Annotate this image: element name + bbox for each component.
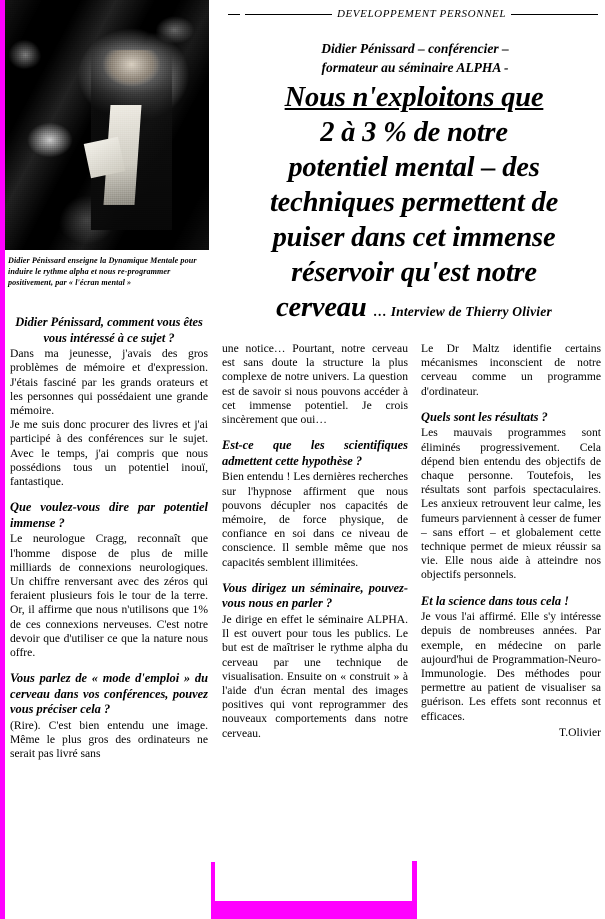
answer-1-paragraph-2: Je me suis donc procurer des livres et j'ai participé à des conférences sur le sujet. Avec le temps, j'ai compris que nous possédions tous un potentiel inouï, fantastique.: [10, 418, 208, 489]
headline-line-3: potentiel mental – des: [288, 152, 540, 183]
article-column-2: [222, 315, 408, 741]
column3-top-spacer: [421, 315, 601, 342]
headline-line-6: réservoir qu'est notre: [291, 257, 537, 288]
answer-3-continued: une notice… Pourtant, notre cerveau est sans doute la structure la plus complexe de notre univers. La question est de savoir si nous pouvons accéder à cet immense potentiel. Je crois sincèrement que oui…: [222, 342, 408, 427]
article-column-3: [421, 315, 601, 740]
answer-5-continued: Le Dr Maltz identifie certains mécanismes inconscient de notre cerveau comme un programme d'ordinateur.: [421, 342, 601, 398]
question-1: Didier Pénissard, comment vous êtes vous intéressé à ce sujet ?: [15, 315, 203, 345]
section-title: DEVELOPPEMENT PERSONNEL: [336, 8, 507, 20]
answer-3: (Rire). C'est bien entendu une image. Même le plus gros des ordinateurs ne serait pas livré sans: [10, 719, 208, 761]
headline-line-5: puiser dans cet immense: [272, 222, 556, 253]
article-column-1: [10, 315, 208, 762]
question-2: Que voulez-vous dire par potentiel immense ?: [10, 500, 208, 530]
question-6: Quels sont les résultats ?: [421, 409, 548, 424]
article-kicker: [250, 40, 580, 77]
photo-caption: Didier Pénissard enseigne la Dynamique Mentale pour induire le rythme alpha et nous re-programmer positivement, par « l'écran mental »: [8, 256, 197, 288]
answer-7: Je vous l'ai affirmé. Elle s'y intéresse depuis de nombreuses années. Par exemple, en médecine on parle aujourd'hui de Programmation-Neuro-Immunologie. Des méthodes pour permettre au patient de visualiser sa guérison. Les effets sont reconnus et efficaces.: [421, 610, 601, 723]
answer-5: Je dirige en effet le séminaire ALPHA. Il est ouvert pour tous les publics. Le but est de maîtriser le rythme alpha du cerveau par une technique de visualisation. Ensuite on « construit » à l'aide d'un écran mental des images positives qui vont reprogrammer des nouveaux comportements dans notre cerveau.: [222, 613, 408, 740]
photo-grain-overlay: [5, 0, 209, 250]
answer-4: Bien entendu ! Les dernières recherches sur l'hypnose affirment que nous pouvons décupler nos capacités de mémoire, de force physique, de confiance en soi dans ce niveau de conscience. Il semble même que nos capacités semblent illimitées.: [222, 470, 408, 569]
headline-line-1: Nous n'exploitons que: [284, 82, 544, 113]
page-title: [228, 80, 600, 329]
bottom-accent-bar: [214, 901, 414, 919]
kicker-line-1: Didier Pénissard – conférencier –: [321, 41, 509, 56]
column2-top-spacer: [222, 315, 408, 342]
headline-line-4: techniques permettent de: [269, 187, 559, 218]
question-4: Est-ce que les scientifiques admettent cette hypothèse ?: [222, 438, 408, 468]
headline-byline: … Interview de Thierry Olivier: [373, 304, 552, 319]
masthead-rule-tick: [228, 14, 240, 15]
masthead-rule-left: [245, 14, 332, 15]
answer-1-paragraph-1: Dans ma jeunesse, j'avais des gros problèmes de mémoire et d'expression. J'étais fasciné par les grands orateurs et les personnes qui possédaient une grande mémoire.: [10, 347, 208, 417]
question-3: Vous parlez de « mode d'emploi » du cerveau dans vos conférences, pouvez vous préciser cela ?: [10, 671, 208, 717]
masthead-rule-right: [511, 14, 598, 15]
author-signature: T.Olivier: [559, 725, 601, 739]
kicker-line-2: formateur au séminaire ALPHA -: [321, 59, 509, 75]
headline-line-2: 2 à 3 % de notre: [320, 117, 508, 148]
speaker-photo: [5, 0, 209, 250]
question-5: Vous dirigez un séminaire, pouvez-vous nous en parler ?: [222, 580, 408, 611]
question-7: Et la science dans tous cela !: [421, 593, 569, 608]
answer-6: Les mauvais programmes sont éliminés progressivement. Cela dépend bien entendu des objectifs de chaque personne. Toutefois, les résultats sont parfois spectaculaires. Les anxieux retrouvent leur calme, les fumeurs parviennent à cesser de fumer – sans effort – et globalement cette technique permet de mieux réussir sa vie. Elle nous aide à atteindre nos objectifs personnels.: [421, 426, 601, 582]
section-masthead: [228, 8, 598, 20]
headline-line-7: cerveau: [276, 292, 367, 323]
answer-2: Le neurologue Cragg, reconnaît que l'homme dispose de plus de mille milliards de connexions neurologiques. Un chiffre renversant avec des zéros qui feraient plusieurs fois le tour de la terre. Or, il affirme que nous n'utilisons que 1% de ces connexions nerveuses. C'est notre devoir que d'utiliser ce que la nature nous offre.: [10, 532, 208, 660]
